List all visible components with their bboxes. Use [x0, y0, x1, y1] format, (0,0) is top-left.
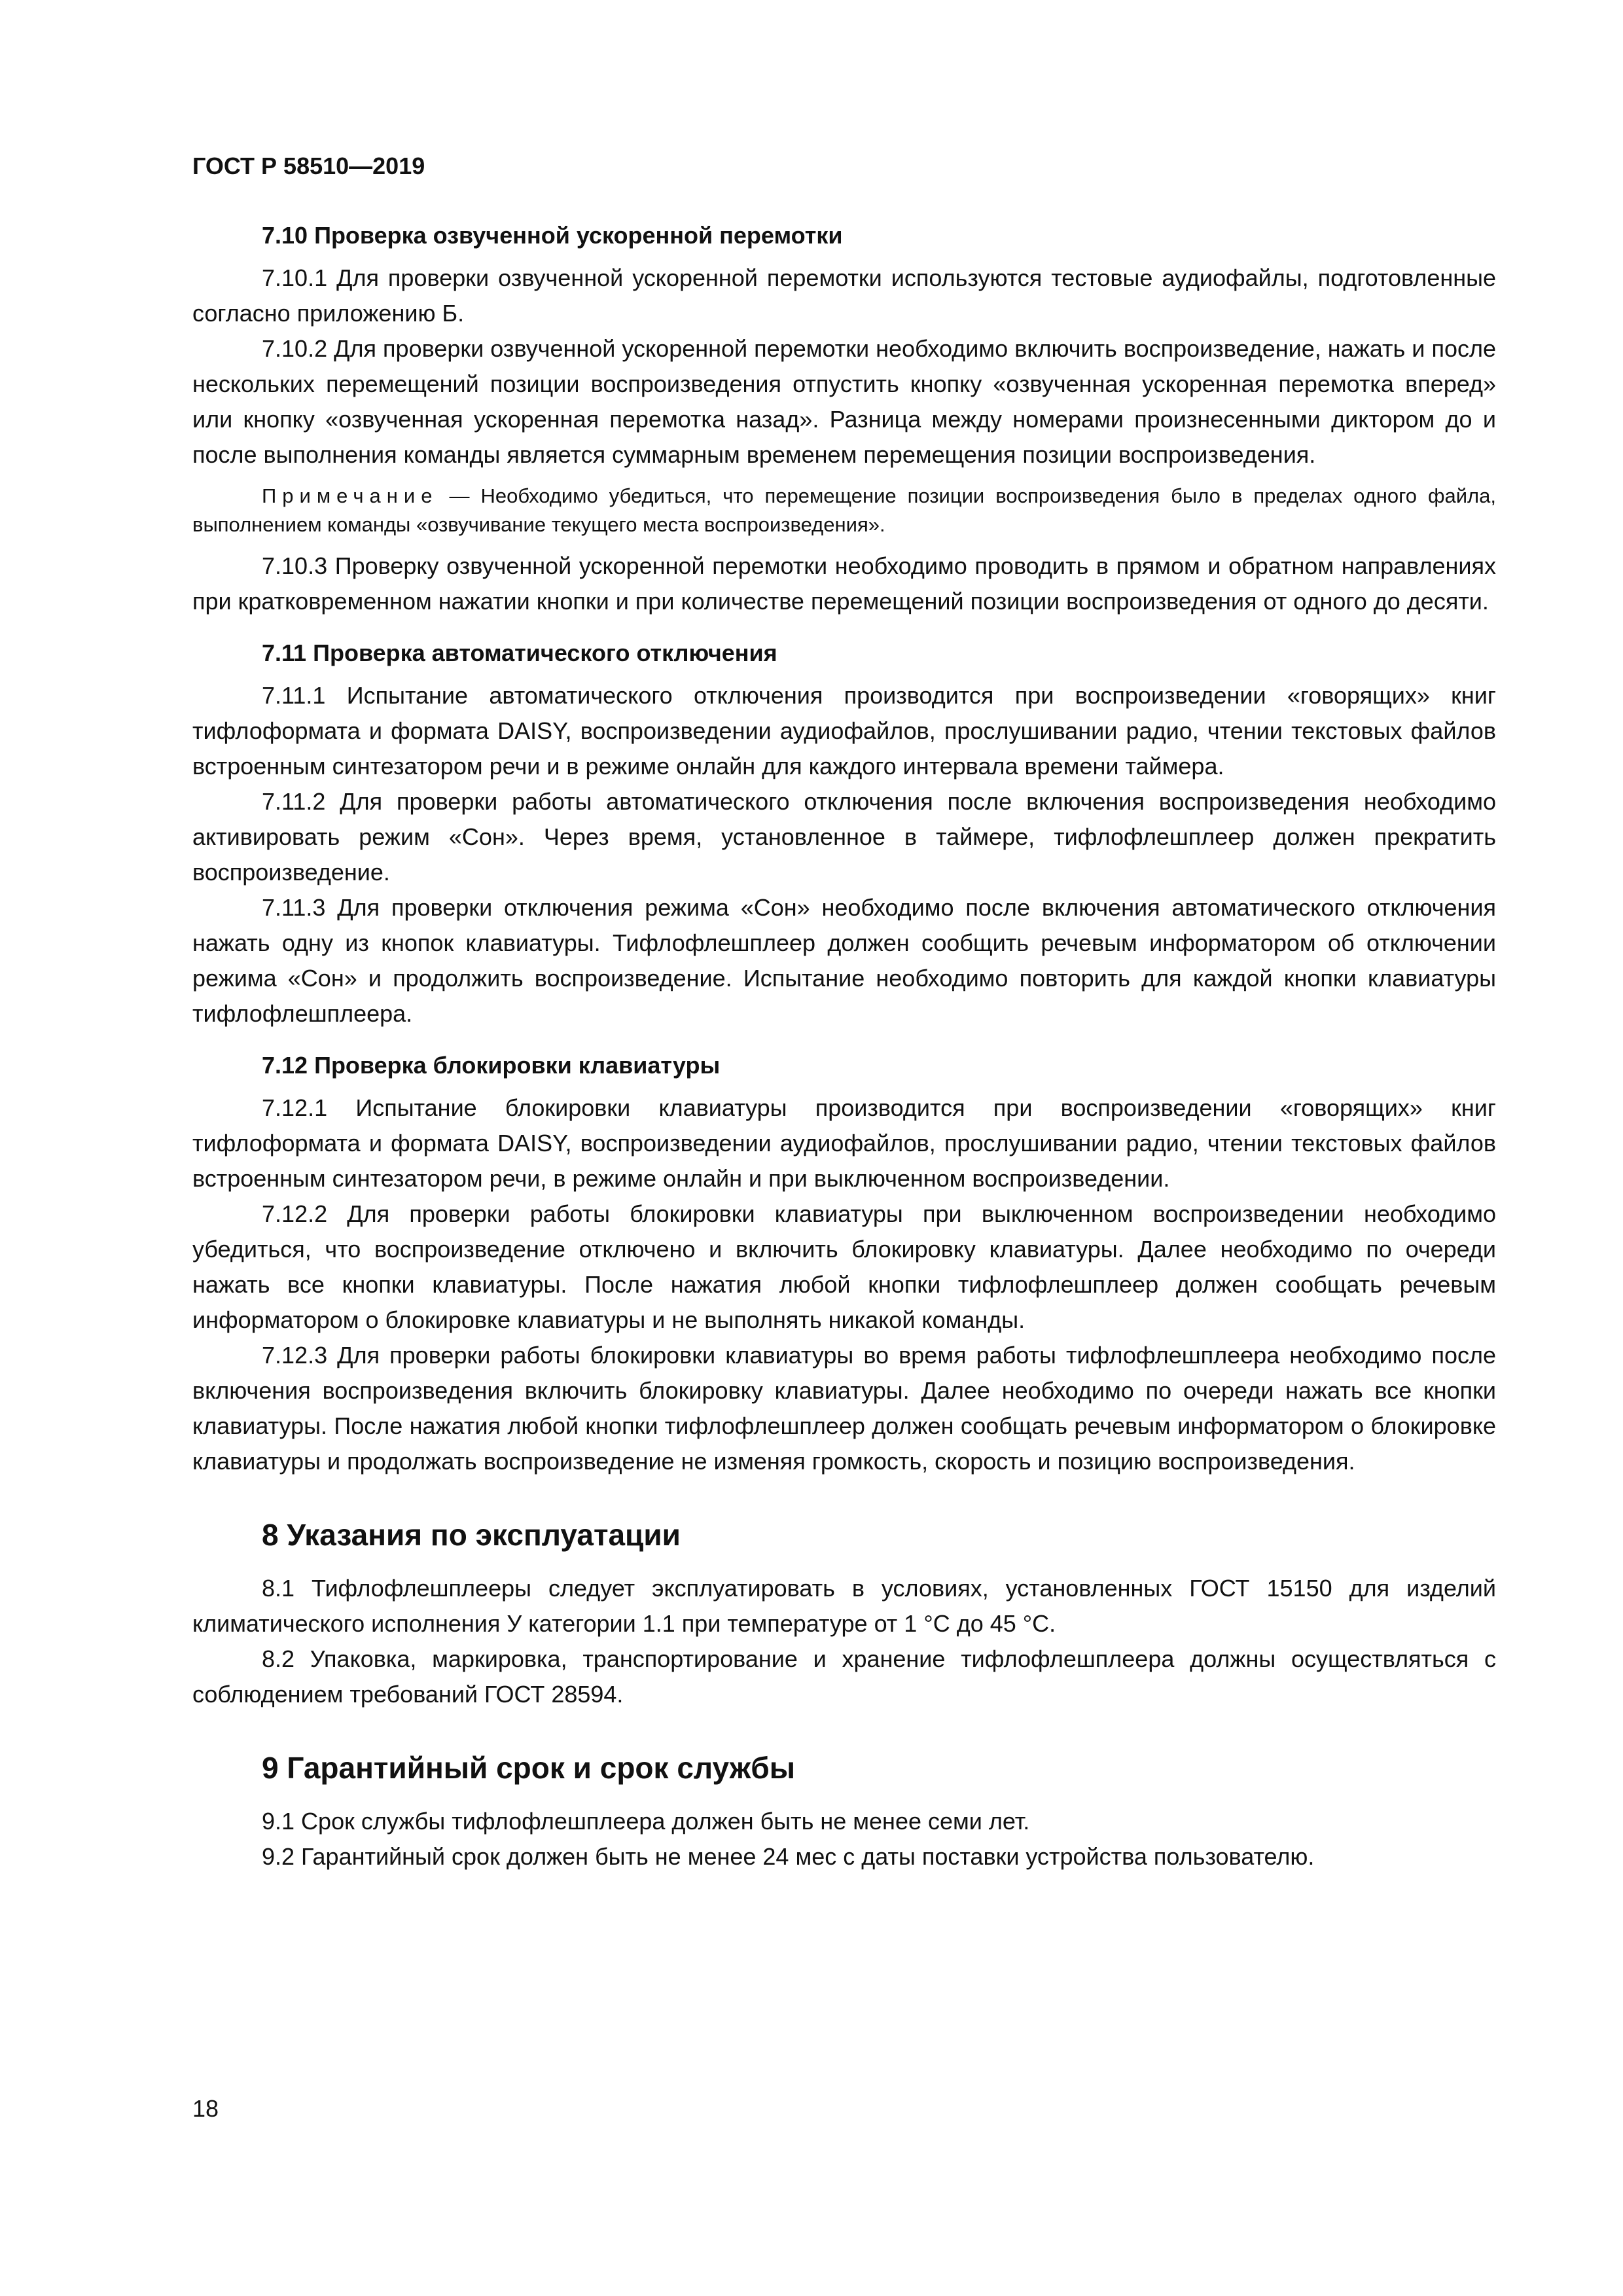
section-heading-7-12: 7.12 Проверка блокировки клавиатуры — [262, 1052, 721, 1079]
paragraph-7-12-1: 7.12.1 Испытание блокировки клавиатуры производится при воспроизведении «говорящих» книг тифлоформата и формата DAISY, воспроизведении аудиофайлов, прослушивании радио, чтении текстовых файлов встроенным синтезатором речи, в режиме онлайн и при выключенном воспроизведении. — [192, 1094, 1496, 1192]
paragraph-9-2: 9.2 Гарантийный срок должен быть не менее 24 мес с даты поставки устройства пользователю. — [262, 1843, 1315, 1870]
paragraph-8-1: 8.1 Тифлофлешплееры следует эксплуатировать в условиях, установленных ГОСТ 15150 для изделий климатического исполнения У категории 1.1 при температуре от 1 °С до 45 °С. — [192, 1575, 1496, 1637]
paragraph-8-2: 8.2 Упаковка, маркировка, транспортирование и хранение тифлофлешплеера должны осуществляться с соблюдением требований ГОСТ 28594. — [192, 1645, 1496, 1708]
document-page — [192, 0, 1496, 2296]
paragraph-7-11-2: 7.11.2 Для проверки работы автоматического отключения после включения воспроизведения необходимо активировать режим «Сон». Через время, установленное в таймере, тифлофлешплеер должен прекратить воспроизведение. — [192, 788, 1496, 886]
paragraph-9-1: 9.1 Срок службы тифлофлешплеера должен быть не менее семи лет. — [262, 1808, 1030, 1835]
paragraph-7-12-2: 7.12.2 Для проверки работы блокировки клавиатуры при выключенном воспроизведении необходимо убедиться, что воспроизведение отключено и включить блокировку клавиатуры. Далее необходимо по очереди нажать все кнопки клавиатуры. После нажатия любой кнопки тифлофлешплеер должен сообщать речевым информатором о блокировке клавиатуры и не выполнять никакой команды. — [192, 1200, 1496, 1333]
paragraph-7-11-1: 7.11.1 Испытание автоматического отключения производится при воспроизведении «говорящих» книг тифлоформата и формата DAISY, воспроизведении аудиофайлов, прослушивании радио, чтении текстовых файлов встроенным синтезатором речи и в режиме онлайн для каждого интервала времени таймера. — [192, 682, 1496, 780]
paragraph-7-10-2: 7.10.2 Для проверки озвученной ускоренной перемотки необходимо включить воспроизведение, нажать и после нескольких перемещений позиции воспроизведения отпустить кнопку «озвученная ускоренная перемотка вперед» или кнопку «озвученная ускоренная перемотка назад». Разница между номерами произнесенными диктором до и после выполнения команды является суммарным временем перемещения позиции воспроизведения. — [192, 335, 1496, 468]
paragraph-7-10-3: 7.10.3 Проверку озвученной ускоренной перемотки необходимо проводить в прямом и обратном направлениях при кратковременном нажатии кнопки и при количестве перемещений позиции воспроизведения от одного до десяти. — [192, 552, 1496, 615]
paragraph-7-12-3: 7.12.3 Для проверки работы блокировки клавиатуры во время работы тифлофлешплеера необходимо после включения воспроизведения включить блокировку клавиатуры. Далее необходимо по очереди нажать все кнопки клавиатуры. После нажатия любой кнопки тифлофлешплеер должен сообщать речевым информатором о блокировке клавиатуры и продолжать воспроизведение не изменяя громкость, скорость и позицию воспроизведения. — [192, 1342, 1496, 1475]
note-text: — Необходимо убедиться, что перемещение позиции воспроизведения было в пределах одного файла, выполнением команды «озвучивание текущего места воспроизведения». — [192, 484, 1496, 536]
chapter-heading-9: 9 Гарантийный срок и срок службы — [262, 1751, 795, 1785]
section-heading-7-11: 7.11 Проверка автоматического отключения — [262, 639, 777, 666]
section-heading-7-10: 7.10 Проверка озвученной ускоренной перемотки — [262, 222, 843, 249]
paragraph-7-10-1: 7.10.1 Для проверки озвученной ускоренной перемотки используются тестовые аудиофайлы, подготовленные согласно приложению Б. — [192, 264, 1496, 327]
document-body — [192, 221, 1496, 1874]
paragraph-7-11-3: 7.11.3 Для проверки отключения режима «Сон» необходимо после включения автоматического отключения нажать одну из кнопок клавиатуры. Тифлофлешплеер должен сообщить речевым информатором об отключении режима «Сон» и продолжить воспроизведение. Испытание необходимо повторить для каждой кнопки клавиатуры тифлофлешплеера. — [192, 894, 1496, 1027]
document-header: ГОСТ Р 58510—2019 — [192, 152, 425, 179]
chapter-heading-8: 8 Указания по эксплуатации — [262, 1518, 681, 1552]
page-number: 18 — [192, 2095, 219, 2122]
note-7-10 — [192, 482, 1496, 539]
note-label: Примечание — [262, 484, 438, 507]
